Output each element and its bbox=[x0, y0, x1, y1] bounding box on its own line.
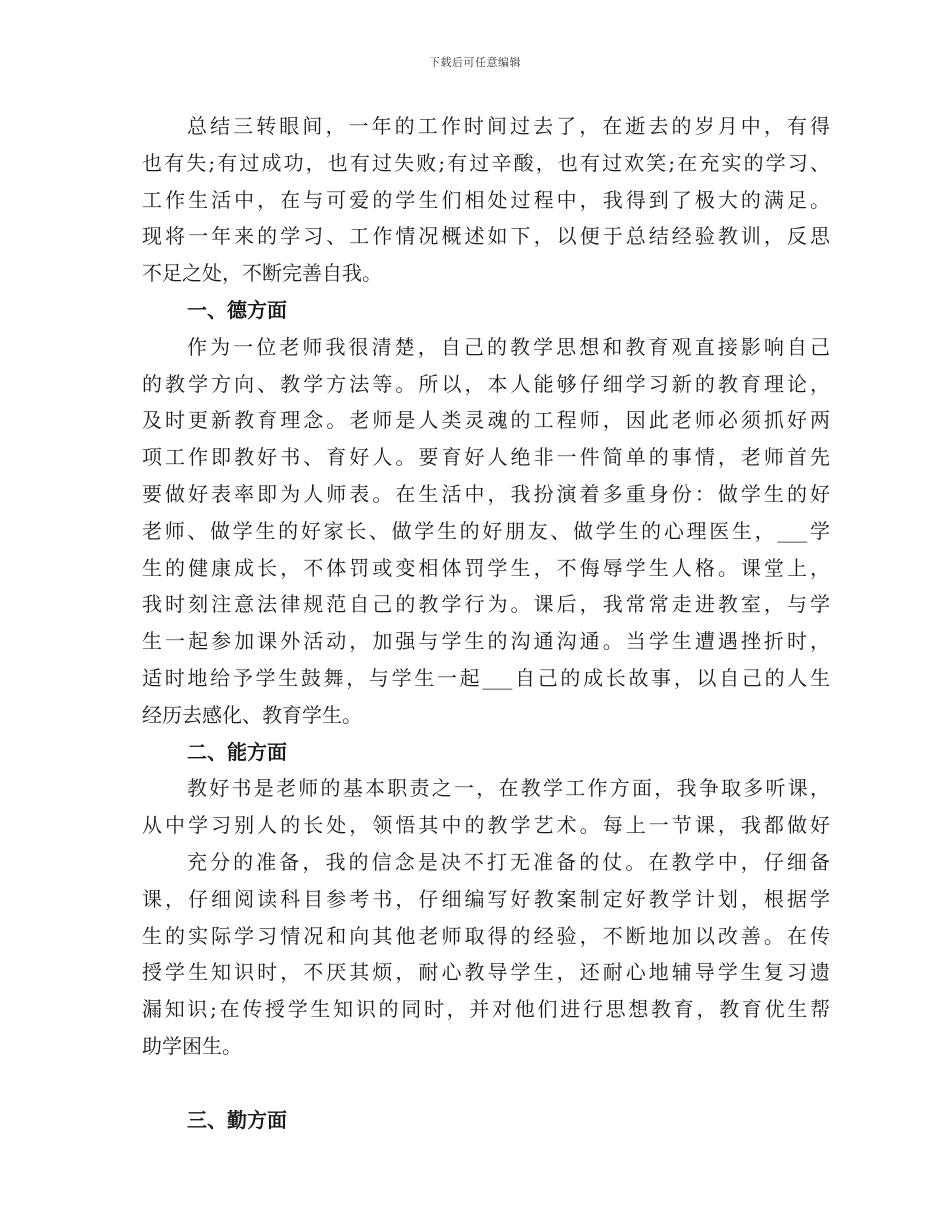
paragraph-line: 教好书是老师的基本职责之一，在教学工作方面，我争取多听课， bbox=[187, 776, 830, 801]
paragraph-line: 适时地给予学生鼓舞，与学生一起___自己的成长故事，以自己的人生 bbox=[142, 665, 830, 690]
paragraph-line: 生的实际学习情况和向其他老师取得的经验，不断地加以改善。在传 bbox=[142, 923, 830, 948]
paragraph-line: 要做好表率即为人师表。在生活中，我扮演着多重身份：做学生的好 bbox=[142, 481, 830, 506]
paragraph-line: 从中学习别人的长处，领悟其中的教学艺术。每上一节课，我都做好 bbox=[142, 813, 830, 838]
section-heading-ability: 二、能方面 bbox=[187, 739, 287, 764]
paragraph-line: 生的健康成长，不体罚或变相体罚学生，不侮辱学生人格。课堂上， bbox=[142, 555, 830, 580]
paragraph-line: 也有失;有过成功，也有过失败;有过辛酸，也有过欢笑;在充实的学习、 bbox=[142, 150, 830, 175]
page-header-note: 下载后可任意编辑 bbox=[429, 56, 521, 69]
paragraph-line: 充分的准备，我的信念是决不打无准备的仗。在教学中，仔细备 bbox=[187, 849, 830, 874]
blank-line bbox=[142, 1065, 830, 1102]
paragraph-line: 现将一年来的学习、工作情况概述如下，以便于总结经验教训，反思 bbox=[142, 224, 830, 249]
paragraph-line: 不足之处，不断完善自我。 bbox=[142, 261, 382, 286]
paragraph-line: 的教学方向、教学方法等。所以，本人能够仔细学习新的教育理论， bbox=[142, 371, 830, 396]
paragraph-line: 项工作即教好书、育好人。要育好人绝非一件简单的事情，老师首先 bbox=[142, 445, 830, 470]
section-heading-diligence: 三、勤方面 bbox=[187, 1107, 287, 1132]
paragraph-line: 生一起参加课外活动，加强与学生的沟通沟通。当学生遭遇挫折时， bbox=[142, 629, 830, 654]
paragraph-line: 老师、做学生的好家长、做学生的好朋友、做学生的心理医生，___学 bbox=[142, 518, 830, 543]
document-body bbox=[142, 108, 830, 1138]
paragraph-line: 及时更新教育理念。老师是人类灵魂的工程师，因此老师必须抓好两 bbox=[142, 408, 830, 433]
paragraph-line: 总结三转眼间，一年的工作时间过去了，在逝去的岁月中，有得 bbox=[187, 114, 830, 138]
paragraph-line: 我时刻注意法律规范自己的教学行为。课后，我常常走进教室，与学 bbox=[142, 592, 830, 617]
paragraph-line: 经历去感化、教育学生。 bbox=[142, 702, 362, 727]
paragraph-line: 助学困生。 bbox=[142, 1033, 242, 1058]
paragraph-line: 作为一位老师我很清楚，自己的教学思想和教育观直接影响自己 bbox=[187, 334, 830, 359]
paragraph-line: 漏知识;在传授学生知识的同时，并对他们进行思想教育，教育优生帮 bbox=[142, 997, 830, 1022]
paragraph-line: 课，仔细阅读科目参考书，仔细编写好教案制定好教学计划，根据学 bbox=[142, 886, 830, 911]
section-heading-moral: 一、德方面 bbox=[187, 297, 287, 322]
paragraph-line: 授学生知识时，不厌其烦，耐心教导学生，还耐心地辅导学生复习遗 bbox=[142, 960, 830, 985]
paragraph-line: 工作生活中，在与可爱的学生们相处过程中，我得到了极大的满足。 bbox=[142, 187, 830, 212]
